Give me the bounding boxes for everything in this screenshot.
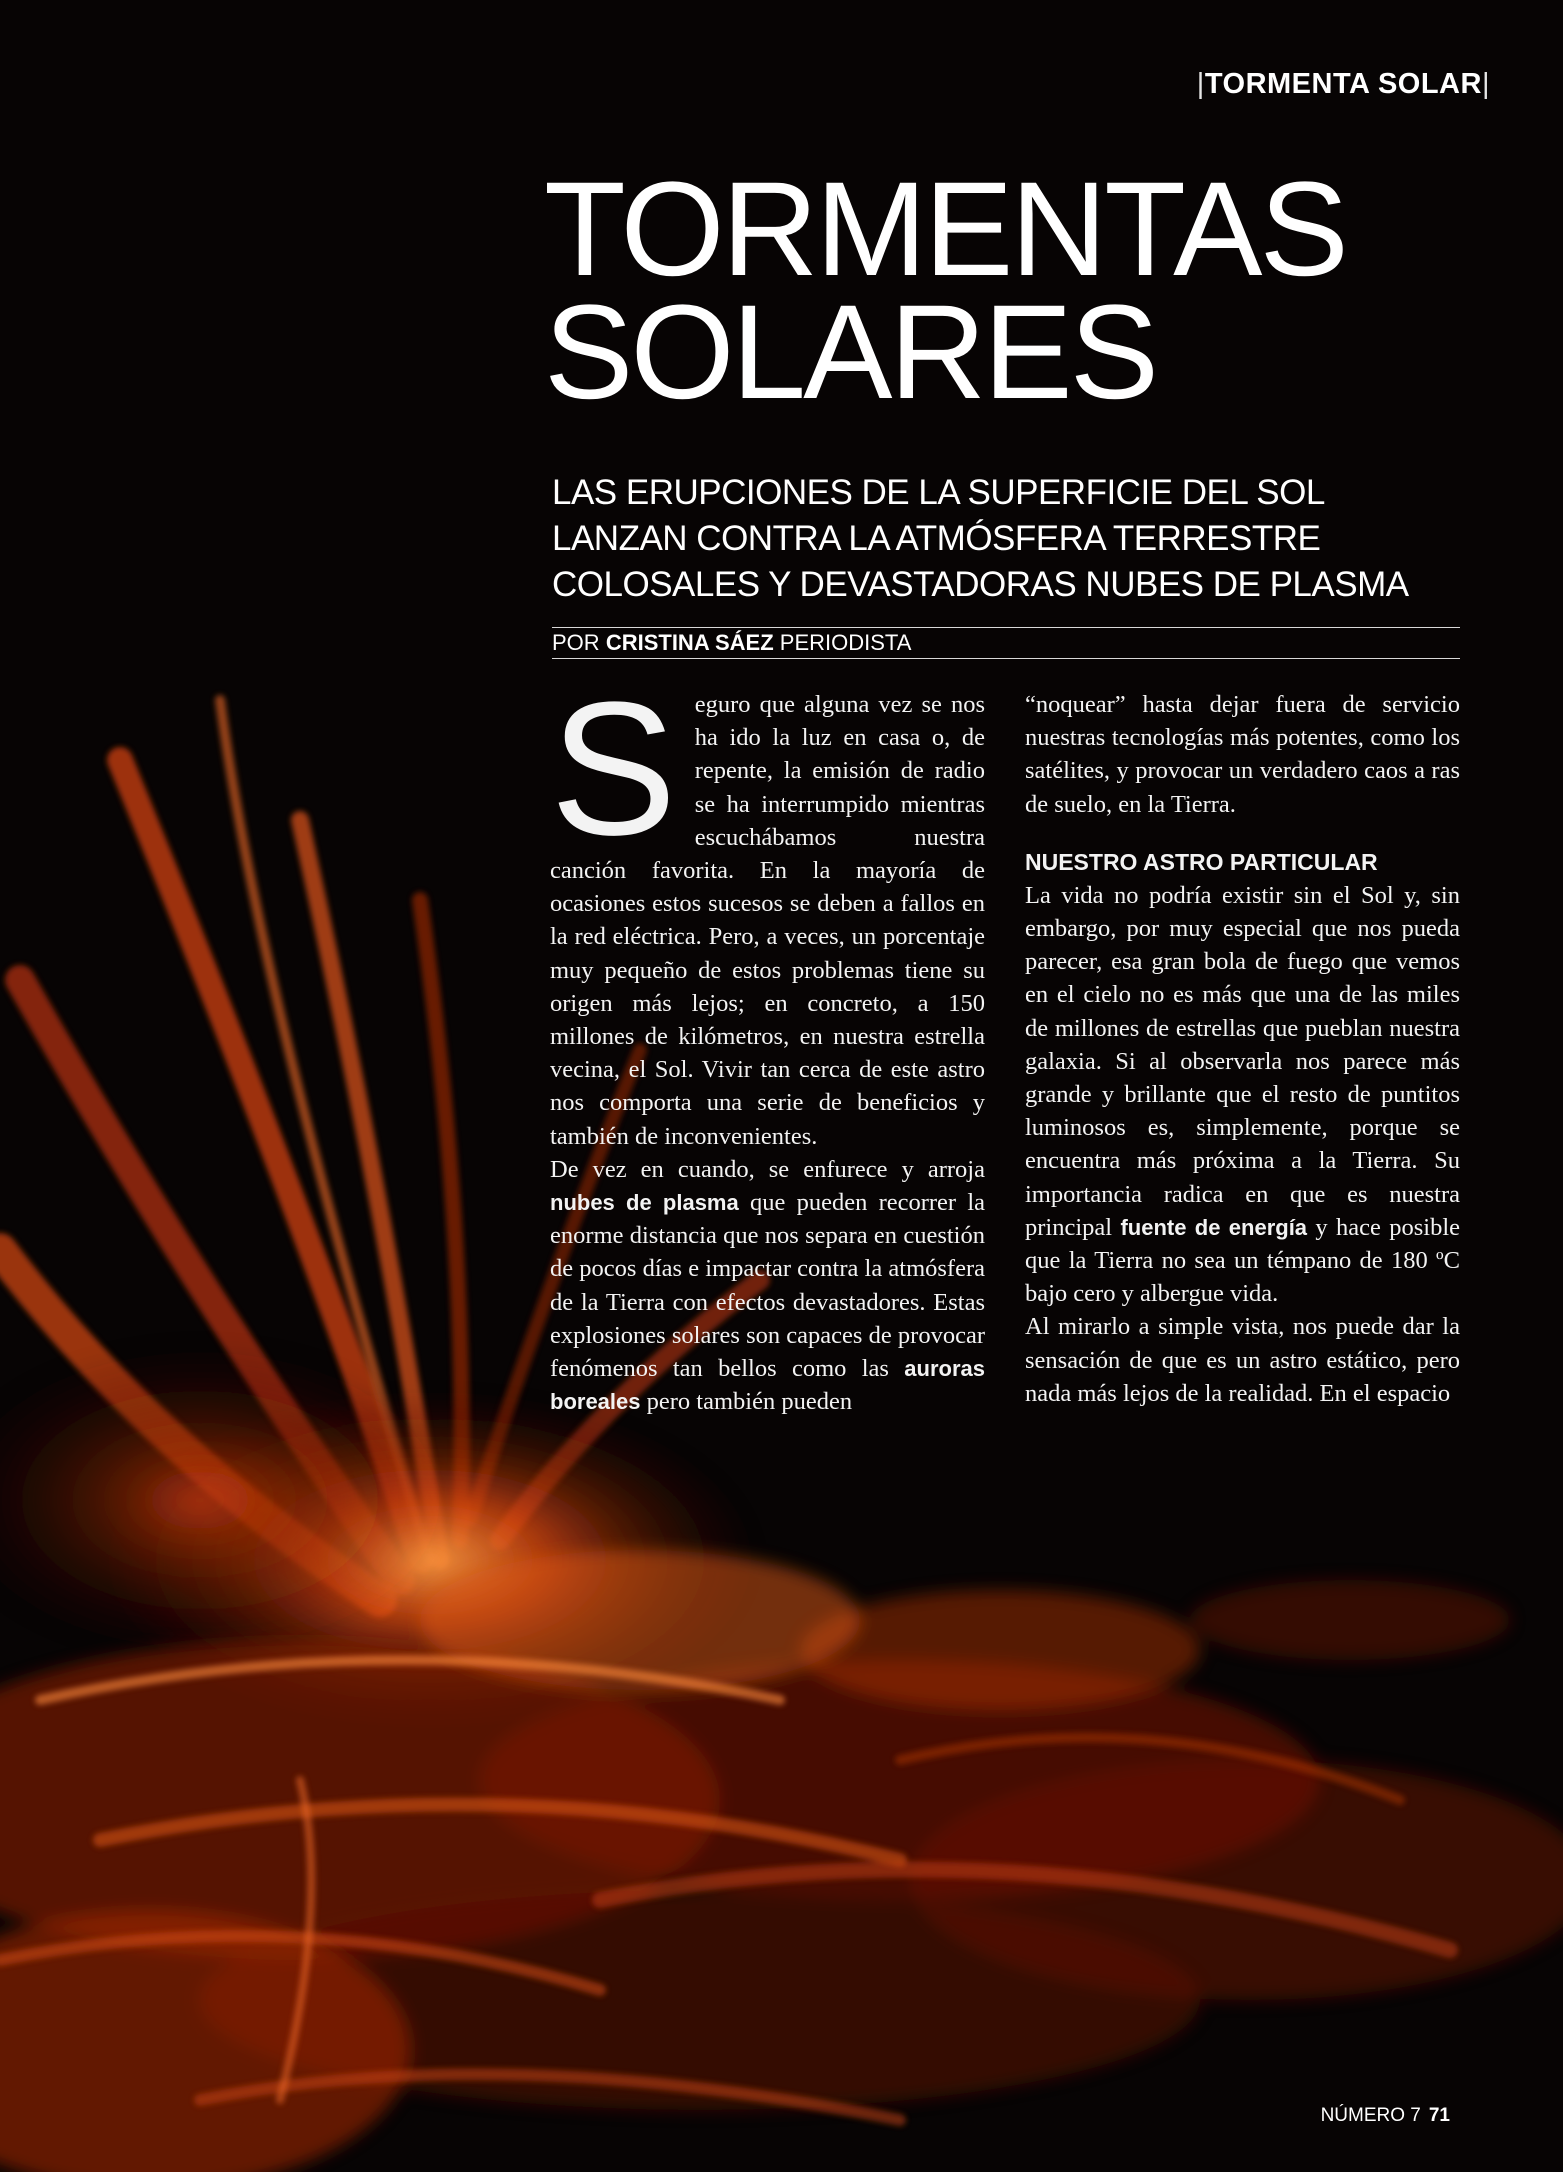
paragraph-text: Al mirarlo a simple vista, nos puede dar la sensación de que es un astro estático, pero nada más lejos de la realidad. En el espacio: [1025, 1313, 1460, 1407]
divider: |: [1196, 68, 1205, 100]
title-line: SOLARES: [544, 278, 1157, 427]
article-subtitle: [552, 470, 1502, 608]
section-label: TORMENTA SOLAR: [1204, 68, 1482, 100]
paragraph: [1025, 879, 1460, 1311]
article-title: [544, 155, 1346, 427]
paragraph: [550, 663, 985, 1153]
paragraph-text: que pueden recorrer la enorme distancia que nos separa en cuestión de pocos días e impactar contra la atmósfera de la Tierra con efectos devastadores. Estas explosiones solares son capaces de provocar fenómenos tan bellos como las: [550, 1189, 985, 1383]
highlight: fuente de energía: [1120, 1214, 1308, 1240]
author-role: PERIODISTA: [779, 630, 912, 655]
section-heading: NUESTRO ASTRO PARTICULAR: [1025, 848, 1378, 875]
paragraph-text: “noquear” hasta dejar fuera de servicio nuestras tecnologías más potentes, como los satélites, y provocar un verdadero caos a ras de suelo, en la Tierra.: [1025, 691, 1460, 818]
title-line: TORMENTAS: [544, 155, 1346, 304]
byline: [552, 627, 1460, 659]
divider: |: [1481, 68, 1490, 100]
highlight: nubes de plasma: [550, 1190, 739, 1216]
byline-prefix: POR: [552, 630, 600, 655]
highlight: auroras boreales: [550, 1356, 985, 1415]
paragraph-text: De vez en cuando, se enfurece y arroja: [550, 1155, 985, 1183]
page-folio: [1321, 2105, 1450, 2127]
paragraph-text: La vida no podría existir sin el Sol y, sin embargo, por muy especial que nos pueda parecer, esa gran bola de fuego que vemos en el cielo no es más que una de las miles de millones de estrellas que pueblan nuestra galaxia. Si al observarla nos parece más grande y brillante que el resto de puntitos luminosos es, simplemente, porque se encuentra más próxima a la Tierra. Su importancia radica en que es nuestra principal: [1025, 881, 1460, 1241]
author-name: CRISTINA SÁEZ: [605, 630, 774, 655]
subtitle-line: LAS ERUPCIONES DE LA SUPERFICIE DEL SOL: [552, 473, 1325, 512]
paragraph: [1025, 1310, 1460, 1410]
paragraph: [1025, 688, 1460, 821]
paragraph-text: eguro que alguna vez se nos ha ido la luz en casa o, de repente, la emisión de radio se ha interrumpido mientras escuchábamos nuestra canción favorita. En la mayoría de ocasiones estos sucesos se deben a fallos en la red eléctrica. Pero, a veces, un porcentaje muy pequeño de estos problemas tiene su origen más lejos; en concreto, a 150 millones de kilómetros, en nuestra estrella vecina, el Sol. Vivir tan cerca de este astro nos comporta una serie de beneficios y también de inconvenientes.: [550, 691, 985, 1150]
paragraph-text: pero también pueden: [640, 1388, 853, 1416]
paragraph: [550, 1153, 985, 1419]
subtitle-line: COLOSALES Y DEVASTADORAS NUBES DE PLASMA: [552, 565, 1409, 604]
subtitle-line: LANZAN CONTRA LA ATMÓSFERA TERRESTRE: [552, 519, 1321, 558]
page-number: 71: [1428, 2105, 1450, 2126]
issue-number: NÚMERO 7: [1320, 2105, 1421, 2126]
article-column-1: [550, 663, 985, 1418]
section-tag: [1197, 68, 1490, 101]
article-column-2: [1025, 688, 1460, 1410]
paragraph-text: y hace posible que la Tierra no sea un témpano de 180 ºC bajo cero y albergue vida.: [1025, 1213, 1460, 1308]
drop-cap: S: [550, 663, 677, 875]
